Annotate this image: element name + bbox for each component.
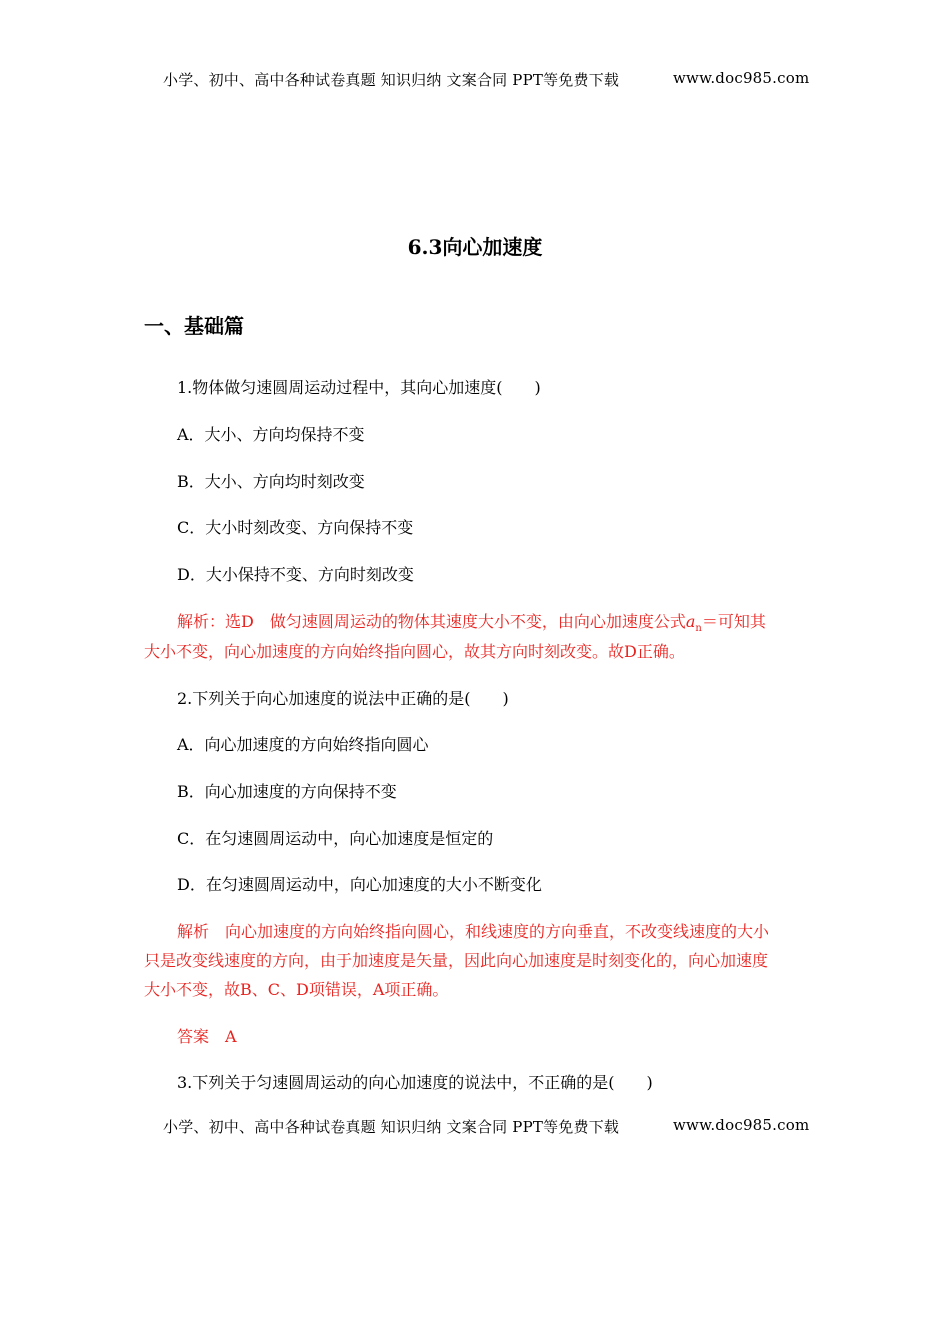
analysis-text-b: ＝可知其 (701, 612, 766, 631)
footer-text: 小学、初中、高中各种试卷真题 知识归纳 文案合同 PPT等免费下载 (163, 1118, 620, 1136)
question-2-option-c: C．在匀速圆周运动中，向心加速度是恒定的 (177, 829, 494, 848)
header-text: 小学、初中、高中各种试卷真题 知识归纳 文案合同 PPT等免费下载 (163, 71, 620, 89)
question-1-option-b: B．大小、方向均时刻改变 (177, 472, 365, 491)
question-1-option-c: C．大小时刻改变、方向保持不变 (177, 518, 414, 537)
question-2-answer: 答案 A (177, 1027, 237, 1046)
question-1-stem: 1.物体做匀速圆周运动过程中，其向心加速度( ) (177, 378, 541, 397)
question-1-option-a: A．大小、方向均保持不变 (177, 425, 365, 444)
page-header (163, 69, 810, 90)
question-2-option-b: B．向心加速度的方向保持不变 (177, 782, 397, 801)
question-3-stem: 3.下列关于匀速圆周运动的向心加速度的说法中，不正确的是( ) (177, 1073, 653, 1092)
footer-url[interactable]: www.doc985.com (673, 1116, 810, 1134)
question-2-stem: 2.下列关于向心加速度的说法中正确的是( ) (177, 689, 509, 708)
question-2-option-d: D．在匀速圆周运动中，向心加速度的大小不断变化 (177, 875, 542, 894)
formula-symbol: a (685, 612, 696, 631)
question-2-option-a: A．向心加速度的方向始终指向圆心 (177, 735, 429, 754)
page-footer (163, 1116, 810, 1137)
analysis-text-a: 解析：选D 做匀速圆周运动的物体其速度大小不变，由向心加速度公式 (177, 612, 686, 631)
question-1-option-d: D．大小保持不变、方向时刻改变 (177, 565, 414, 584)
question-1-analysis-line-2: 大小不变，向心加速度的方向始终指向圆心，故其方向时刻改变。故D正确。 (144, 642, 685, 661)
question-2-analysis-line-2: 只是改变线速度的方向，由于加速度是矢量，因此向心加速度是时刻变化的，向心加速度 (144, 951, 769, 970)
page-title: 6.3向心加速度 (407, 235, 543, 259)
header-url[interactable]: www.doc985.com (673, 69, 810, 87)
formula-subscript: n (695, 623, 702, 635)
question-1-analysis-line-1 (177, 609, 766, 634)
question-2-analysis-line-1: 解析 向心加速度的方向始终指向圆心，和线速度的方向垂直，不改变线速度的大小 (177, 922, 770, 941)
section-heading: 一、基础篇 (144, 314, 244, 338)
question-2-analysis-line-3: 大小不变，故B、C、D项错误，A项正确。 (144, 980, 449, 999)
